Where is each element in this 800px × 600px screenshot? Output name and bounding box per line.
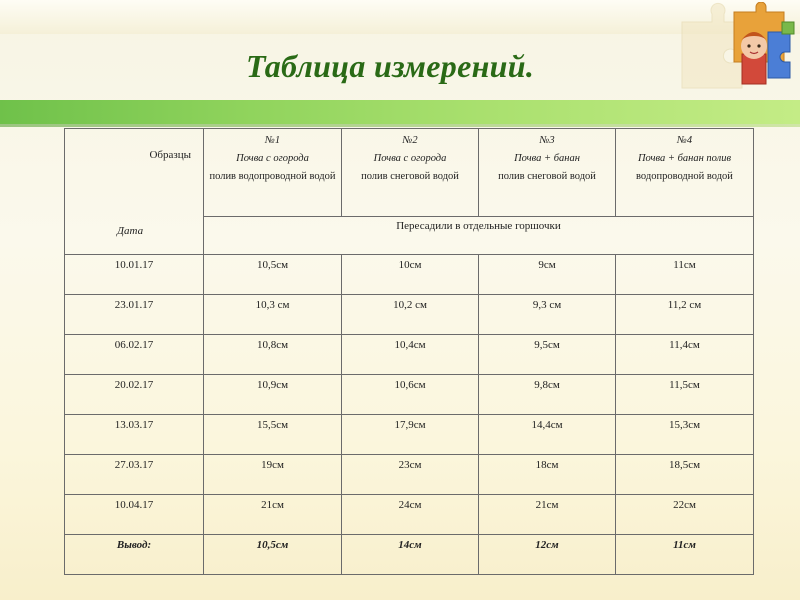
transplant-note: Пересадили в отдельные горшочки — [204, 217, 754, 255]
samples-header-label: Образцы — [149, 149, 191, 161]
conclusion-value: 12см — [479, 535, 616, 575]
value-cell: 11,4см — [616, 335, 754, 375]
value-cell: 15,3см — [616, 415, 754, 455]
sample-header-1 — [204, 129, 342, 217]
value-cell: 21см — [479, 495, 616, 535]
conclusion-row — [65, 535, 754, 575]
value-cell: 24см — [342, 495, 479, 535]
value-cell: 22см — [616, 495, 754, 535]
value-cell: 11,2 см — [616, 295, 754, 335]
value-cell: 15,5см — [204, 415, 342, 455]
sample-header-2 — [342, 129, 479, 217]
accent-bar — [0, 100, 800, 124]
sample-number: №1 — [264, 135, 281, 146]
value-cell: 18см — [479, 455, 616, 495]
value-cell: 9,8см — [479, 375, 616, 415]
date-cell: 10.01.17 — [65, 255, 204, 295]
value-cell: 21см — [204, 495, 342, 535]
value-cell: 18,5см — [616, 455, 754, 495]
conclusion-value: 14см — [342, 535, 479, 575]
sample-watering: полив снеговой водой — [361, 171, 459, 182]
value-cell: 19см — [204, 455, 342, 495]
table-row — [65, 335, 754, 375]
sample-soil: Почва + банан — [514, 153, 580, 164]
value-cell: 11см — [616, 255, 754, 295]
sample-number: №3 — [539, 135, 555, 146]
sample-watering: полив водопроводной водой — [209, 171, 336, 182]
sample-soil: Почва с огорода — [373, 153, 447, 164]
table-row — [65, 455, 754, 495]
value-cell: 10,9см — [204, 375, 342, 415]
date-cell: 20.02.17 — [65, 375, 204, 415]
table-row — [65, 415, 754, 455]
table-row — [65, 375, 754, 415]
table-row — [65, 495, 754, 535]
table-row — [65, 255, 754, 295]
date-cell: 13.03.17 — [65, 415, 204, 455]
sample-number: №2 — [402, 135, 418, 146]
value-cell: 9,5см — [479, 335, 616, 375]
value-cell: 17,9см — [342, 415, 479, 455]
value-cell: 10см — [342, 255, 479, 295]
date-cell: 27.03.17 — [65, 455, 204, 495]
slide-title: Таблица измерений. — [246, 48, 535, 84]
date-cell: 10.04.17 — [65, 495, 204, 535]
sample-watering: полив снеговой водой — [498, 171, 596, 182]
value-cell: 23см — [342, 455, 479, 495]
sample-number: №4 — [676, 135, 693, 146]
measurement-table — [64, 128, 754, 575]
sample-soil: Почва с огорода — [236, 153, 309, 164]
value-cell: 9см — [479, 255, 616, 295]
table-row — [65, 295, 754, 335]
puzzle-pieces-icon — [672, 2, 800, 98]
value-cell: 14,4см — [479, 415, 616, 455]
value-cell: 11,5см — [616, 375, 754, 415]
value-cell: 10,2 см — [342, 295, 479, 335]
date-cell: 06.02.17 — [65, 335, 204, 375]
sample-header-4 — [616, 129, 754, 217]
value-cell: 10,5см — [204, 255, 342, 295]
conclusion-value: 11см — [616, 535, 754, 575]
value-cell: 10,4см — [342, 335, 479, 375]
corner-header-cell — [65, 129, 204, 255]
sample-watering: водопроводной водой — [636, 171, 733, 182]
sample-soil: Почва + банан полив — [637, 153, 732, 164]
value-cell: 10,8см — [204, 335, 342, 375]
conclusion-value: 10,5см — [204, 535, 342, 575]
value-cell: 10,3 см — [204, 295, 342, 335]
value-cell: 9,3 см — [479, 295, 616, 335]
conclusion-label: Вывод: — [65, 535, 204, 575]
sample-header-3 — [479, 129, 616, 217]
accent-bar-shadow — [0, 124, 800, 127]
value-cell: 10,6см — [342, 375, 479, 415]
date-header-label: Дата — [117, 225, 144, 237]
date-cell: 23.01.17 — [65, 295, 204, 335]
